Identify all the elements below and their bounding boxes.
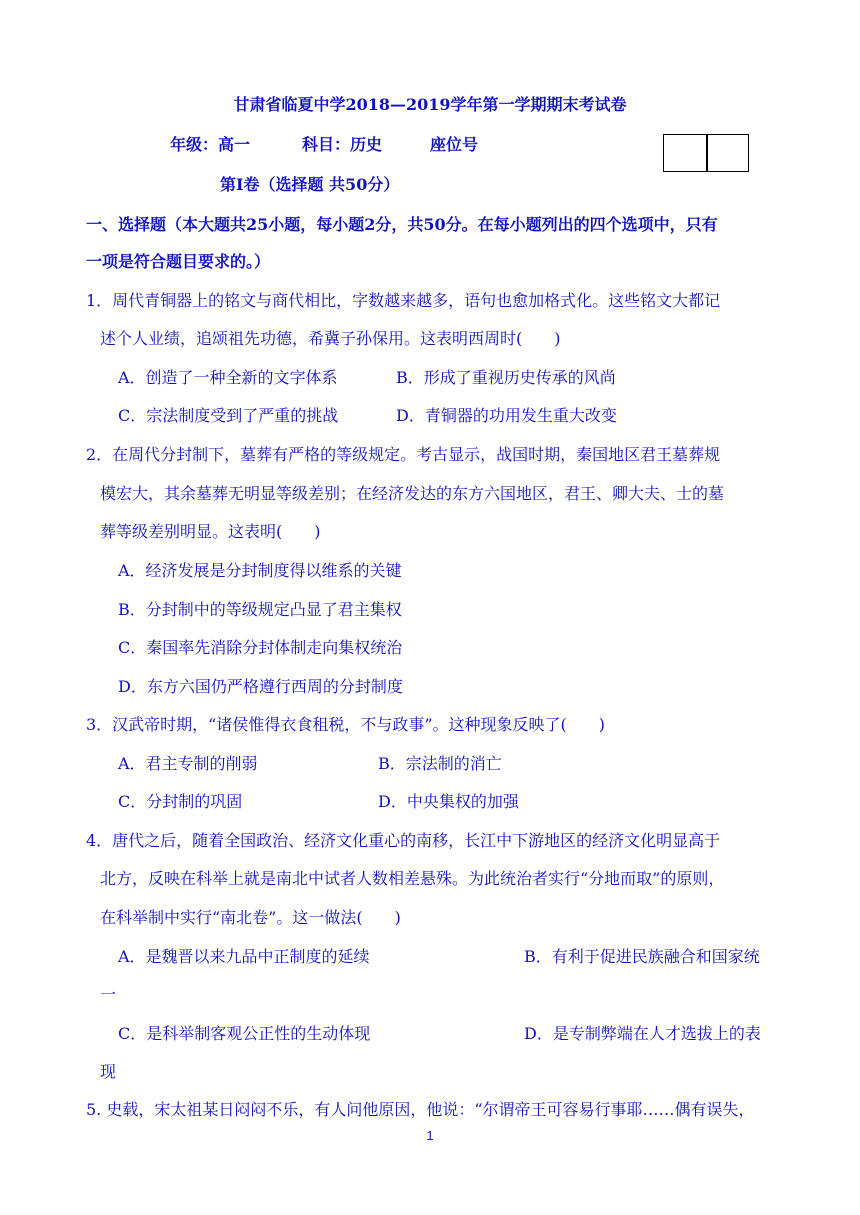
q2-option-c: C．秦国率先消除分封体制走向集权统治 bbox=[118, 638, 403, 657]
part-title: 第Ⅰ卷（选择题 共50分） bbox=[220, 175, 400, 194]
q4-stem-line3: 在科举制中实行“南北卷”。这一做法( ) bbox=[100, 908, 401, 927]
grade-label: 年级：高一 bbox=[170, 135, 251, 154]
seat-box-divider bbox=[706, 135, 708, 171]
q2-option-d: D．东方六国仍严格遵行西周的分封制度 bbox=[118, 677, 403, 696]
q1-stem-line1: 1．周代青铜器上的铭文与商代相比，字数越来越多，语句也愈加格式化。这些铭文大都记 bbox=[86, 291, 721, 310]
exam-title: 甘肃省临夏中学2018—2019学年第一学期期末考试卷 bbox=[233, 95, 627, 114]
q2-stem-line2: 模宏大，其余墓葬无明显等级差别；在经济发达的东方六国地区，君王、卿大夫、士的墓 bbox=[100, 484, 725, 503]
q4-option-c: C．是科举制客观公正性的生动体现 bbox=[118, 1024, 371, 1043]
q4-option-d: D．是专制弊端在人才选拔上的表 bbox=[524, 1024, 761, 1043]
q4-stem-line1: 4．唐代之后，随着全国政治、经济文化重心的南移，长江中下游地区的经济文化明显高于 bbox=[86, 831, 721, 850]
q1-stem-line2: 述个人业绩，追颂祖先功德，希冀子孙保用。这表明西周时( ) bbox=[100, 329, 561, 348]
section-instructions-line2: 一项是符合题目要求的。） bbox=[86, 252, 271, 271]
q3-option-b: B．宗法制的消亡 bbox=[378, 754, 502, 773]
q4-option-b-wrap: 一 bbox=[100, 985, 117, 1004]
q3-stem-line1: 3．汉武帝时期，“诸侯惟得衣食租税，不与政事”。这种现象反映了( ) bbox=[86, 715, 606, 734]
subject-label: 科目：历史 bbox=[302, 135, 383, 154]
q1-option-b: B．形成了重视历史传承的风尚 bbox=[396, 368, 616, 387]
q2-stem-line1: 2．在周代分封制下，墓葬有严格的等级规定。考古显示，战国时期，秦国地区君王墓葬规 bbox=[86, 445, 721, 464]
q2-option-a: A．经济发展是分封制度得以维系的关键 bbox=[118, 561, 402, 580]
q3-option-c: C．分封制的巩固 bbox=[118, 792, 243, 811]
q1-option-d: D．青铜器的功用发生重大改变 bbox=[396, 406, 617, 425]
q3-option-a: A．君主专制的削弱 bbox=[118, 754, 258, 773]
seat-number-box bbox=[663, 134, 749, 172]
seat-label: 座位号 bbox=[430, 135, 479, 154]
q1-option-a: A．创造了一种全新的文字体系 bbox=[118, 368, 338, 387]
section-instructions-line1: 一、选择题（本大题共25小题，每小题2分，共50分。在每小题列出的四个选项中，只有 bbox=[86, 215, 718, 234]
q4-option-b: B．有利于促进民族融合和国家统 bbox=[524, 947, 760, 966]
q2-stem-line3: 葬等级差别明显。这表明( ) bbox=[100, 522, 321, 541]
q2-option-b: B．分封制中的等级规定凸显了君主集权 bbox=[118, 600, 402, 619]
q4-option-d-wrap: 现 bbox=[100, 1062, 117, 1081]
q5-stem-line1: 5. 史载，宋太祖某日闷闷不乐，有人问他原因，他说：“尔谓帝王可容易行事耶……偶有误失， bbox=[86, 1100, 755, 1119]
q3-option-d: D．中央集权的加强 bbox=[378, 792, 519, 811]
q1-option-c: C．宗法制度受到了严重的挑战 bbox=[118, 406, 339, 425]
q4-stem-line2: 北方，反映在科举上就是南北中试者人数相差悬殊。为此统治者实行“分地而取”的原则， bbox=[100, 869, 725, 888]
q4-option-a: A．是魏晋以来九品中正制度的延续 bbox=[118, 947, 370, 966]
page-number: 1 bbox=[426, 1128, 434, 1143]
